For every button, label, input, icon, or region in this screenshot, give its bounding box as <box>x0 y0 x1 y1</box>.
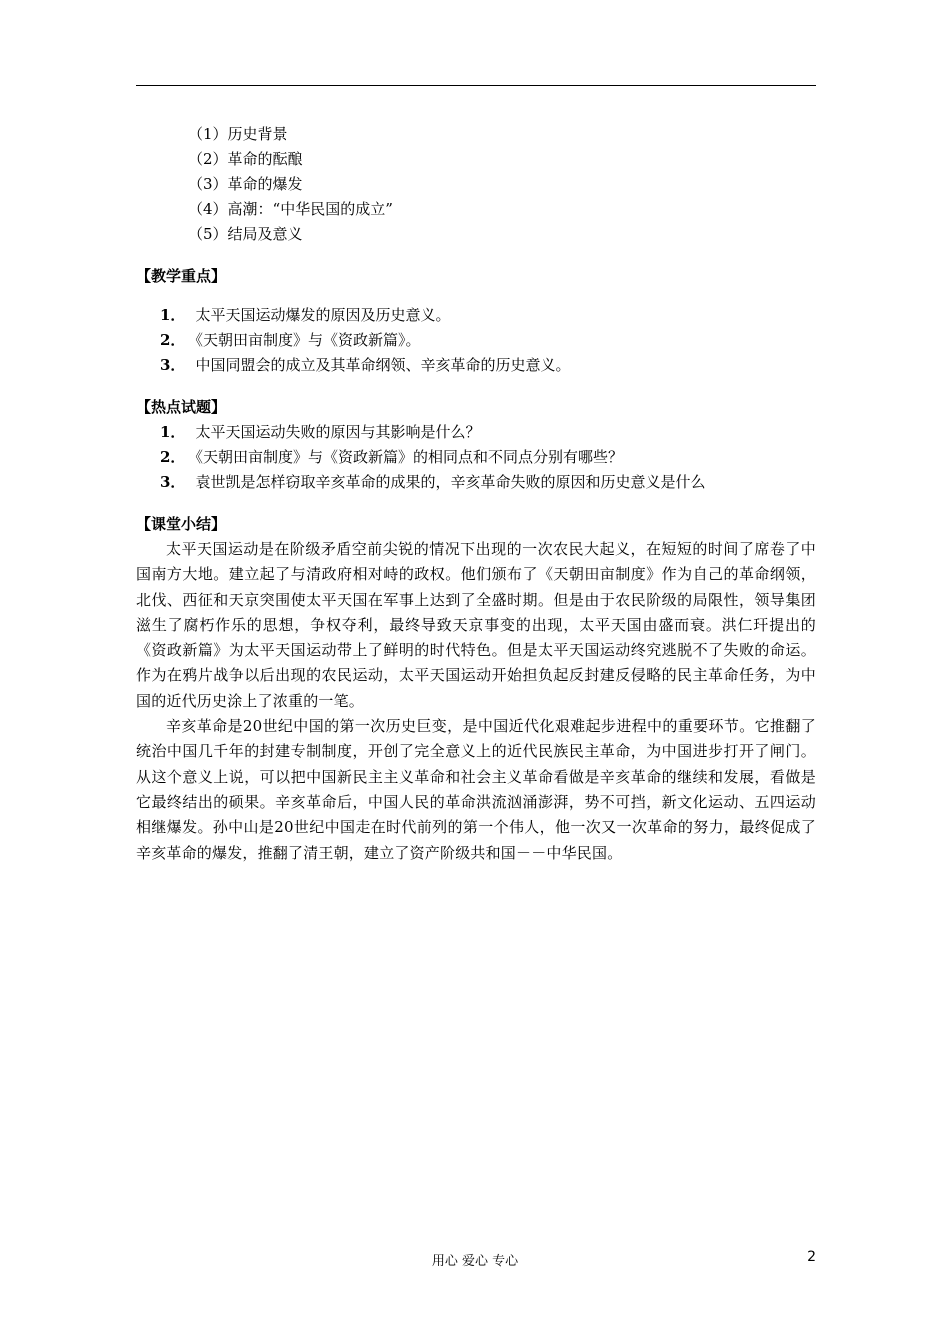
list-item: 3． 袁世凯是怎样窃取辛亥革命的成果的，辛亥革命失败的原因和历史意义是什么 <box>160 473 706 491</box>
hot-topics-list <box>136 420 816 495</box>
page-number: 2 <box>807 1249 816 1265</box>
key-points-list <box>136 303 816 378</box>
footer-text: 用心 爱心 专心 <box>431 1254 519 1269</box>
list-item: 1． 太平天国运动失败的原因与其影响是什么？ <box>160 423 481 441</box>
outline-item: （2）革命的酝酿 <box>188 150 303 168</box>
list-item: 3． 中国同盟会的成立及其革命纲领、辛亥革命的历史意义。 <box>160 356 571 374</box>
summary-body <box>136 537 816 866</box>
list-item: 2． 《天朝田亩制度》与《资政新篇》的相同点和不同点分别有哪些？ <box>160 448 623 466</box>
summary-paragraph: 辛亥革命是20世纪中国的第一次历史巨变，是中国近代化艰难起步进程中的重要环节。它推翻了统治中国几千年的封建专制制度，开创了完全意义上的近代民族民主革命，为中国进步打开了闸门。从这个意义上说，可以把中国新民主主义革命和社会主义革命看做是辛亥革命的继续和发展，看做是它最终结出的硕果。辛亥革命后，中国人民的革命洪流汹涌澎湃，势不可挡，新文化运动、五四运动相继爆发。孙中山是20世纪中国走在时代前列的第一个伟人，他一次又一次革命的努力，最终促成了辛亥革命的爆发，推翻了清王朝，建立了资产阶级共和国－－中华民国。 <box>136 717 816 862</box>
outline-item: （5）结局及意义 <box>188 225 303 243</box>
key-points-heading: 【教学重点】 <box>136 267 227 285</box>
outline-item: （4）高潮：“中华民国的成立” <box>188 200 393 218</box>
outline-item: （1）历史背景 <box>188 125 288 143</box>
summary-paragraph: 太平天国运动是在阶级矛盾空前尖锐的情况下出现的一次农民大起义，在短短的时间了席卷了中国南方大地。建立起了与清政府相对峙的政权。他们颁布了《天朝田亩制度》作为自己的革命纲领，北伐、西征和天京突围使太平天国在军事上达到了全盛时期。但是由于农民阶级的局限性，领导集团滋生了腐朽作乐的思想，争权夺利，最终导致天京事变的出现，太平天国由盛而衰。洪仁玕提出的《资政新篇》为太平天国运动带上了鲜明的时代特色。但是太平天国运动终究逃脱不了失败的命运。作为在鸦片战争以后出现的农民运动，太平天国运动开始担负起反封建反侵略的民主革命任务，为中国的近代历史涂上了浓重的一笔。 <box>136 540 816 710</box>
document-body <box>136 122 816 866</box>
summary-heading: 【课堂小结】 <box>136 515 227 533</box>
list-item: 2． 《天朝田亩制度》与《资政新篇》。 <box>160 331 421 349</box>
outline-item: （3）革命的爆发 <box>188 175 303 193</box>
hot-topics-heading: 【热点试题】 <box>136 398 227 416</box>
list-item: 1． 太平天国运动爆发的原因及历史意义。 <box>160 306 451 324</box>
outline-list <box>136 122 816 247</box>
header-rule <box>136 85 816 86</box>
